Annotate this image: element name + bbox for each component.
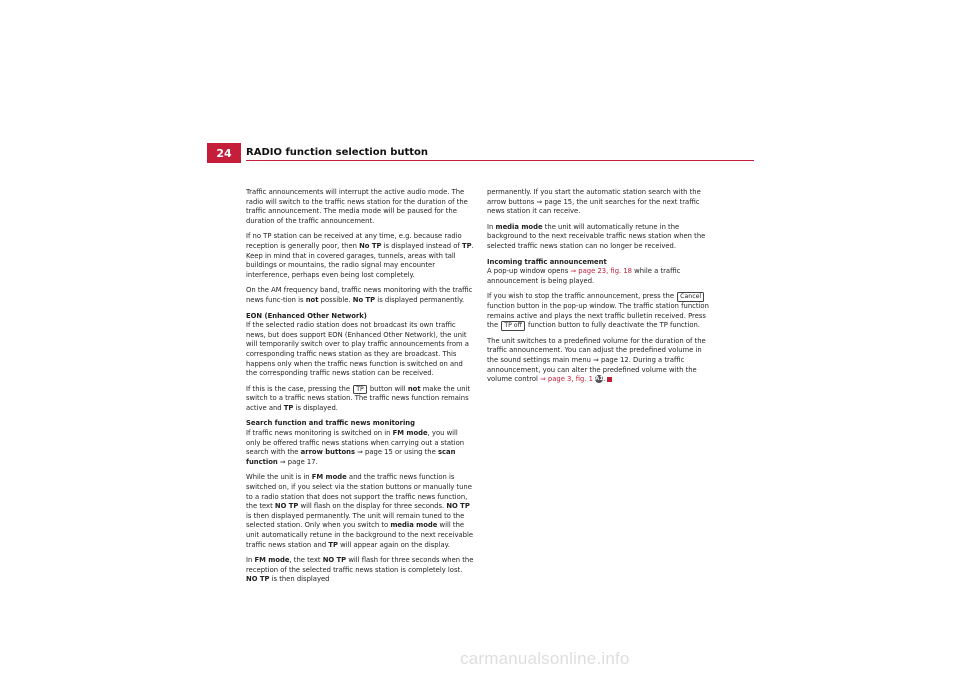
paragraph: The unit switches to a predefined volume for the duration of the traffic announcement. You can adjust the predefined volume in the sound settings main menu ⇒ page 12. During a traffic announcement, you can alter the predefined volume with the volume control ⇒ page 3, fig. 1 A1. (487, 336, 706, 384)
page-number: 24 (207, 143, 241, 163)
section-heading-eon: EON (Enhanced Other Network) (246, 311, 367, 320)
cross-reference-link[interactable]: ⇒ page 23, fig. 18 (570, 267, 632, 276)
tp-off-button-label: TP off (501, 321, 525, 330)
paragraph: If traffic news monitoring is switched on in FM mode, you will only be offered traffic news stations when carrying out a station search with the arrow buttons ⇒ page 15 or using the scan function ⇒ page 17. (246, 429, 465, 466)
section-heading-incoming: Incoming traffic announcement (487, 257, 607, 266)
cross-reference-link[interactable]: ⇒ page 3, fig. 1 (540, 375, 593, 384)
paragraph: On the AM frequency band, traffic news monitoring with the traffic news func-tion is not possible. No TP is displayed permanently. (246, 286, 473, 304)
left-column (246, 188, 474, 591)
paragraph: While the unit is in FM mode and the traffic news function is switched on, if you select via the station buttons or manually tune to a radio station that does not support the traffic news function, the text NO TP will flash on the display for three seconds. NO TP is then displayed permanently. The unit will remain tuned to the selected station. Only when you switch to media mode will the unit automatically retune in the background to the next receivable traffic news station and TP will appear again on the display. (246, 473, 474, 549)
right-column (487, 188, 714, 391)
paragraph: If this is the case, pressing the TP button will not make the unit switch to a traffic news station. The traffic news function remains active and TP is displayed. (246, 384, 471, 412)
paragraph: If you wish to stop the traffic announcement, press the Cancel function button in the pop-up window. The traffic station function remains active and plays the next traffic bulletin received. Press the TP off function button to fully deactivate the TP function. (487, 292, 709, 330)
paragraph: Traffic announcements will interrupt the active audio mode. The radio will switch to the traffic news station for the duration of the traffic announcement. The media mode will be paused for the duration of the traffic announcement. (246, 188, 468, 225)
tp-button-label: TP (353, 385, 367, 394)
paragraph: permanently. If you start the automatic station search with the arrow buttons ⇒ page 15, the unit searches for the next traffic news station it can receive. (487, 188, 701, 216)
callout-a1-icon: A1 (595, 376, 604, 383)
watermark: carmanualsonline.info (460, 649, 630, 668)
paragraph: In FM mode, the text NO TP will flash for three seconds when the reception of the selected traffic news station is completely lost. NO TP is then displayed (246, 556, 474, 584)
paragraph: In media mode the unit will automatically retune in the background to the next receivable traffic news station when the selected traffic news station can no longer be received. (487, 222, 706, 250)
end-of-section-icon (607, 377, 612, 382)
header-divider (246, 160, 754, 161)
section-heading-search: Search function and traffic news monitoring (246, 419, 415, 428)
page-title: RADIO function selection button (246, 147, 429, 158)
paragraph: If no TP station can be received at any time, e.g. because radio reception is generally poor, then No TP is displayed instead of TP. Keep in mind that in covered garages, tunnels, areas with tall buildings or mountains, the radio signal may encounter interference, perhaps even being lost completely. (246, 232, 474, 279)
cancel-button-label: Cancel (677, 292, 704, 301)
paragraph: A pop-up window opens ⇒ page 23, fig. 18 while a traffic announcement is being played. (487, 267, 681, 285)
paragraph: If the selected radio station does not broadcast its own traffic news, but does support EON (Enhanced Other Network), the unit will temporarily switch over to play traffic announcements from a corresponding traffic news station as they are broadcast. This happens only when the traffic news function is switched on and the corresponding traffic news station can be received. (246, 321, 469, 378)
